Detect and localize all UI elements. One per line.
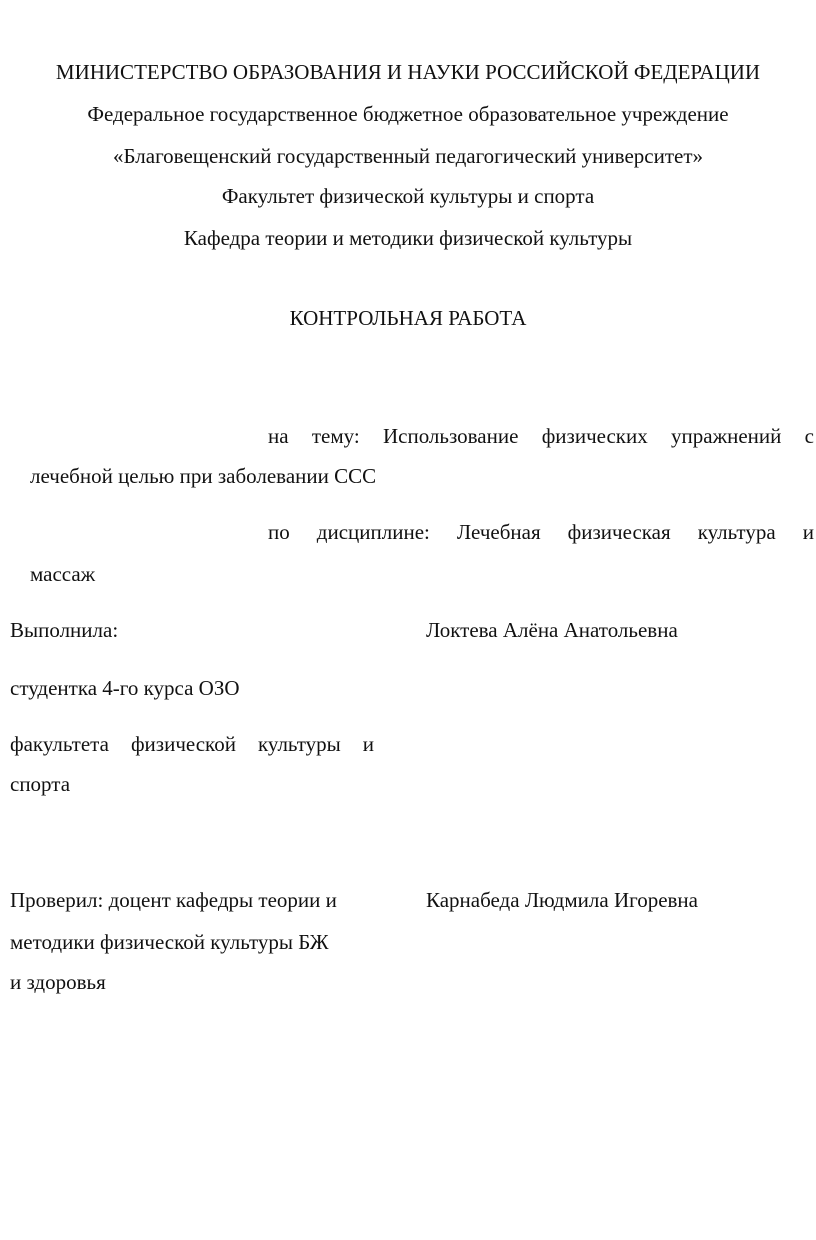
topic-line (268, 422, 814, 450)
author-faculty-continuation: спорта (10, 772, 71, 796)
topic-continuation: лечебной целью при заболевании ССС (30, 464, 377, 488)
author-faculty-line (10, 730, 374, 758)
ministry-heading: МИНИСТЕРСТВО ОБРАЗОВАНИЯ И НАУКИ РОССИЙСКОЙ ФЕДЕРАЦИИ (55, 60, 761, 84)
topic-word: упражнений (671, 424, 782, 448)
university-name: «Благовещенский государственный педагогический университет» (113, 144, 703, 168)
discipline-word: культура (697, 520, 776, 544)
discipline-word: физическая (567, 520, 671, 544)
topic-word: с (804, 424, 814, 448)
reviewer-line-2: методики физической культуры БЖ (10, 930, 329, 954)
topic-word: на (268, 424, 289, 448)
topic-word: Использование (382, 424, 519, 448)
discipline-word: и (802, 520, 814, 544)
discipline-word: Лечебная (456, 520, 541, 544)
institution-type: Федеральное государственное бюджетное образовательное учреждение (87, 102, 729, 126)
author-name: Локтева Алёна Анатольевна (426, 618, 678, 642)
author-course: студентка 4-го курса ОЗО (10, 676, 240, 700)
author-faculty-word: физической (130, 732, 236, 756)
reviewer-name: Карнабеда Людмила Игоревна (426, 888, 698, 912)
discipline-line (268, 518, 814, 546)
topic-word: физических (541, 424, 648, 448)
discipline-continuation: массаж (30, 562, 96, 586)
author-faculty-word: факультета (10, 732, 109, 756)
author-faculty-word: и (362, 732, 374, 756)
topic-word: тему: (311, 424, 360, 448)
reviewer-line-1: Проверил: доцент кафедры теории и (10, 888, 337, 912)
author-label: Выполнила: (10, 618, 119, 642)
document-title: КОНТРОЛЬНАЯ РАБОТА (289, 306, 527, 330)
faculty-name: Факультет физической культуры и спорта (221, 184, 595, 208)
department-name: Кафедра теории и методики физической культуры (183, 226, 633, 250)
discipline-word: дисциплине: (316, 520, 430, 544)
author-faculty-word: культуры (257, 732, 341, 756)
reviewer-line-3: и здоровья (10, 970, 106, 994)
discipline-word: по (268, 520, 290, 544)
